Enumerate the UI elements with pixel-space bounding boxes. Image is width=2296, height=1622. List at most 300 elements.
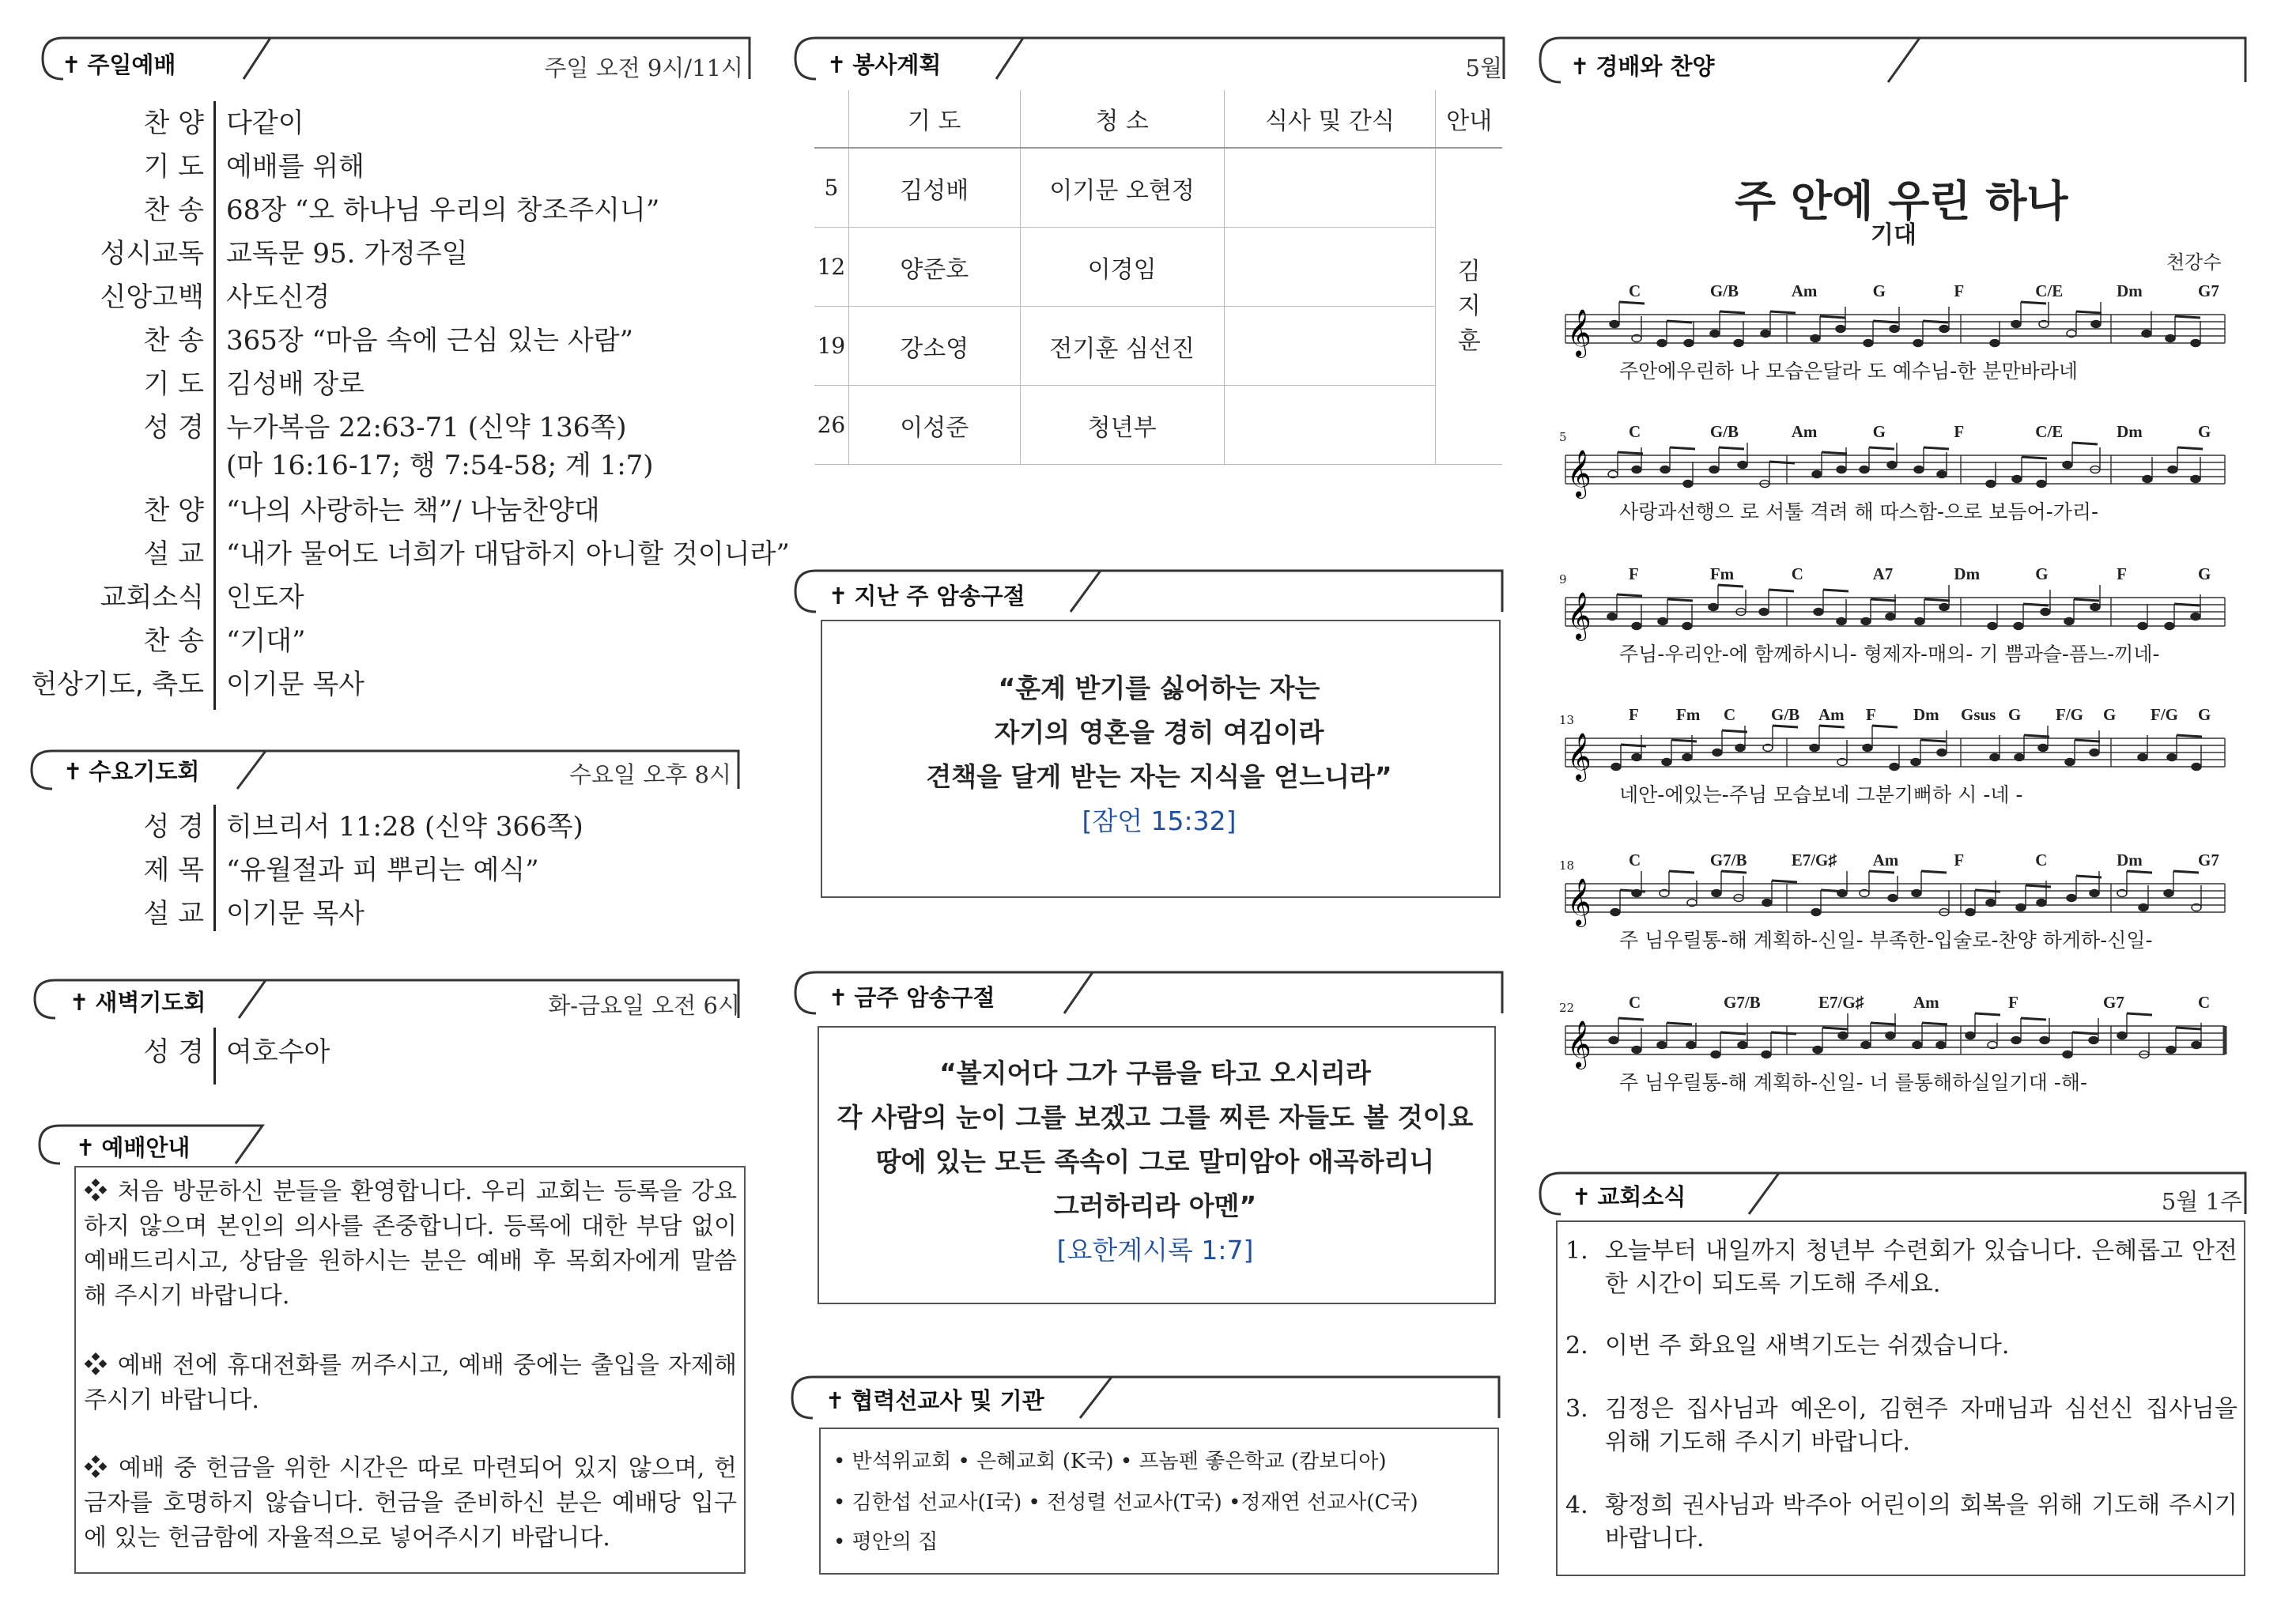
note-head [1915,618,1924,625]
note-head [2015,754,2024,761]
note-beam [2023,604,2049,605]
bar-number: 13 [1559,713,1575,727]
chord-label: E7/G♯ [1791,851,1837,869]
cleaning-cell: 이경임 [1020,228,1224,307]
note-head [2192,764,2201,771]
order-label-text: 찬 양 [143,108,204,139]
missions-line-1: • 반석위교회 • 은혜교회 (K국) • 프놈펜 좋은학교 (캄보디아) [833,1450,1387,1473]
note-beam [1921,871,1947,873]
note-beam [2174,604,2200,605]
note-head [1610,321,1619,328]
note-head [1939,326,1949,333]
order-label-text: 성 경 [143,1036,204,1068]
note-head [1762,1051,1771,1058]
note-head [1734,340,1743,347]
news-item-4: 황정희 권사님과 박주아 어린이의 회복을 위해 기도해 주시기 바랍니다. [1605,1492,2237,1552]
note-beam [2075,740,2100,741]
wednesday-divider [213,805,216,931]
note-beam [2076,876,2102,877]
order-value: 이기문 목사 [226,669,365,700]
note-head [1913,1042,1922,1049]
note-head [2168,466,2177,473]
header-usher: 안내 [1436,90,1502,148]
verse-line: 각 사람의 눈이 그를 보겠고 그를 찌른 자들도 볼 것이요 [836,1102,1474,1133]
note-head [1712,890,1721,897]
note-head [2143,476,2152,483]
note-beam [1871,599,1896,601]
note-head [1607,613,1617,621]
sunday-time: 주일 오전 9시/11시 [544,55,743,81]
note-head [1738,1042,1747,1049]
note-head [1966,1032,1975,1039]
note-beam [2177,735,2202,737]
note-head [1682,754,1692,761]
chord-label: Gsus [1961,705,1996,724]
note-beam [2177,447,2203,449]
verse-reference: [잠언 15:32] [1082,805,1237,836]
note-head [1686,1042,1696,1049]
chord-label: F [1954,281,1965,300]
note-beam [1822,452,1847,454]
note-beam [1871,1023,1896,1024]
service-table-header [814,90,1502,148]
note-head [1632,466,1641,473]
order-value: 누가복음 22:63-71 (신약 136쪽) [226,412,627,443]
chord-label: C/E [2035,422,2064,441]
note-head [1611,909,1620,916]
this-verse-text [819,1051,1491,1273]
chord-label: G [1872,422,1886,441]
note-beam [1975,1013,2000,1015]
lyric-line: 주 님우릴통-해 계획하-신일- 너 를통해하실일기대 -해- [1619,1071,2087,1094]
chord-label: Dm [1954,564,1981,583]
chord-label: F [2117,564,2127,583]
note-head [2139,904,2148,911]
chord-label: C/E [2035,281,2064,300]
note-head [1990,754,2000,761]
treble-clef-icon: 𝄞 [1567,450,1592,497]
news-num-3: 3. [1565,1395,1588,1423]
note-beam [1769,590,1794,591]
chord-label: Dm [2117,851,2143,869]
order-value: 사도신경 [226,281,330,313]
note-head [1988,623,1997,630]
note-head [1837,618,1846,625]
note-beam [1872,726,1898,727]
dawn-time: 화-금요일 오전 6시 [548,992,740,1019]
header-prayer: 기 도 [848,90,1020,148]
note-head [2191,340,2200,347]
chord-label: G [2198,422,2211,441]
note-head [1759,609,1769,616]
chord-label: F [1954,422,1965,441]
note-beam [1718,585,1743,587]
note-head [2090,749,2099,756]
chord-label: C [1629,993,1641,1012]
news-title: ✝ 교회소식 [1572,1183,1686,1210]
note-head [1812,471,1822,478]
note-head [1939,604,1949,611]
note-head [1836,326,1845,333]
order-value: “나의 사랑하는 책”/ 나눔찬양대 [226,495,600,526]
note-beam [1619,302,1645,304]
chord-label: F/G [2056,705,2083,724]
note-beam [1920,740,1946,741]
chord-label: G/B [1709,281,1739,300]
bar-number: 22 [1559,1001,1575,1015]
chord-label: C [1629,422,1641,441]
order-label-text: 신앙고백 [100,281,204,313]
note-head [1711,1051,1720,1058]
note-beam [1923,321,1948,323]
news-num-4: 4. [1565,1492,1588,1519]
note-head [1762,900,1772,907]
note-head [2041,609,2050,616]
lyric-line: 사랑과선행으 로 서툴 격려 해 따스함-으로 보듬어-가리- [1619,500,2099,523]
note-head [1838,1032,1848,1039]
song-composer: 천강수 [2166,251,2222,273]
chord-label: Am [1791,281,1818,300]
bar-number: 5 [1559,430,1567,444]
note-head [2038,745,2048,752]
note-beam [1773,726,1798,727]
chord-label: Dm [1913,705,1939,724]
order-label-text: 성 경 [143,811,204,843]
note-beam [1823,590,1849,591]
chord-label: C [1629,281,1641,300]
order-label-text: 성시교독 [100,238,204,270]
song-title: 주 안에 우린 하나 [1735,176,2068,226]
worship-title: ✝ 경배와 찬양 [1570,53,1715,80]
note-beam [2024,735,2049,737]
note-head [1966,909,1975,916]
note-head [1986,900,1996,907]
verse-line: 견책을 달게 받는 자는 지식을 얻느니라” [926,761,1392,792]
sheet-music [1550,277,2237,1115]
missions-line-2: • 김한섭 선교사(I국) • 전성렬 선교사(T국) •정재연 선교사(C국) [833,1491,1418,1514]
note-head [1887,462,1897,469]
note-head [1911,759,1920,766]
order-value: 인도자 [226,582,304,613]
note-head [1890,326,1899,333]
note-head [2040,1037,2049,1044]
note-beam [1671,740,1697,741]
note-head [1864,340,1873,347]
note-head [1913,340,1923,347]
note-beam [2175,316,2200,318]
meal-cell [1224,386,1436,465]
note-head [2064,618,2074,625]
note-beam [1667,599,1693,601]
note-beam [1719,447,1744,449]
guide-title: ✝ 예배안내 [76,1134,191,1161]
treble-clef-icon: 𝄞 [1567,1020,1592,1068]
chord-label: F [1629,564,1639,583]
chord-label: C [1629,851,1641,869]
note-beam [1721,871,1747,873]
note-head [2067,895,2076,902]
service-title: ✝ 봉사계획 [827,51,942,78]
lyric-line: 주님-우리안-에 함께하시니- 형제자-매의- 기 쁨과슬-픔느-끼네- [1619,643,2160,666]
note-head [1890,764,1899,771]
note-head [2166,335,2175,342]
note-beam [1769,462,1795,463]
note-beam [2173,871,2199,873]
note-head [1986,481,1996,488]
order-value: 다같이 [226,108,304,139]
note-beam [1670,447,1695,449]
verse-line: 그러하리라 아멘” [1053,1190,1257,1221]
chord-label: G7/B [1724,993,1761,1012]
note-head [1814,609,1823,616]
note-head [1990,340,2000,347]
order-value: 68장 “오 하나님 우리의 창조주시니” [226,194,660,226]
note-beam [1617,594,1642,596]
dawn-divider [213,1028,216,1084]
note-head [1632,754,1641,761]
note-beam [2176,1028,2201,1029]
order-label-text: 기 도 [143,368,204,400]
note-head [1937,471,1947,478]
note-head [2065,759,2075,766]
order-label-text: 헌상기도, 축도 [31,669,204,700]
order-label-text: 찬 양 [143,495,204,526]
note-beam [1722,730,1747,732]
note-beam [1772,881,1797,882]
chord-label: Am [1872,851,1899,869]
week-cell: 19 [814,307,848,386]
note-head [2117,1032,2127,1039]
chord-label: F/G [2151,705,2178,724]
order-label-text: 교회소식 [100,582,204,613]
treble-clef-icon: 𝄞 [1567,733,1592,780]
chord-label: C [1791,564,1803,583]
note-beam [1618,1018,1644,1020]
order-value: 여호수아 [226,1036,330,1068]
note-head [2016,904,2026,911]
chord-label: G7 [2103,993,2124,1012]
note-head [1861,1042,1871,1049]
table-row [814,386,1502,465]
note-head [1810,745,1819,752]
meal-cell [1224,148,1436,228]
order-label-text: 설 교 [143,538,204,570]
order-value: “내가 물어도 너희가 대답하지 아니할 것이니라” [226,538,790,570]
this-verse-title: ✝ 금주 암송구절 [829,984,995,1011]
chord-label: G7 [2198,281,2219,300]
service-month: 5월 [1465,55,1502,81]
note-head [1811,335,1820,342]
note-head [2091,321,2101,328]
note-head [2167,754,2177,761]
note-beam [2021,302,2046,304]
guide-para-1: ❖ 처음 방문하신 분들을 환영합니다. 우리 교회는 등록을 강요하지 않으며 본인의 의사를 존중합니다. 등록에 대한 부담 없이 예배드리시고, 상담을 원하시는 분은 예배 후 목회자에게 말씀해 주시기 바랍니다. [84,1178,737,1310]
note-head [1886,1032,1895,1039]
note-head [1632,623,1641,630]
guide-para-2: ❖ 예배 전에 휴대전화를 꺼주시고, 예배 중에는 출입을 자제해 주시기 바랍니다. [84,1352,737,1414]
note-beam [2127,871,2152,873]
note-head [1658,618,1667,625]
note-head [2011,1037,2021,1044]
note-head [1837,890,1847,897]
usher-name: 김 지 훈 [1457,257,1481,355]
note-beam [1667,1023,1692,1024]
note-head [1657,340,1667,347]
note-beam [2072,443,2098,444]
note-head [2192,1042,2201,1049]
note-head [1684,340,1694,347]
treble-clef-icon: 𝄞 [1567,592,1592,639]
note-beam [1873,321,1898,323]
note-head [1863,745,1872,752]
week-cell: 26 [814,386,848,465]
order-value: 이기문 목사 [226,898,365,930]
note-head [2089,1037,2098,1044]
note-beam [2127,1013,2152,1015]
chord-label: Fm [1676,705,1701,724]
verse-line: “훈계 받기를 싫어하는 자는 [998,673,1320,703]
guide-para-3: ❖ 예배 중 헌금을 위한 시간은 따로 마련되어 있지 않으며, 헌금자를 호명하지 않습니다. 헌금을 준비하신 분은 예배당 입구에 있는 헌금함에 자율적으로 넣어주시기 바랍니다. [84,1454,737,1552]
news-item-2: 이번 주 화요일 새벽기도는 쉬겠습니다. [1605,1332,2010,1360]
note-head [2138,754,2147,761]
note-beam [1819,726,1845,727]
treble-clef-icon: 𝄞 [1567,309,1592,356]
chord-label: G [2103,705,2117,724]
note-beam [1669,871,1694,873]
prayer-cell: 강소영 [848,307,1020,386]
order-label-text: 찬 송 [143,194,204,226]
order-value: 김성배 장로 [226,368,365,400]
note-head [2164,890,2173,897]
note-head [1886,613,1895,621]
sunday-title: ✝ 주일예배 [62,51,176,78]
order-label-text: 제 목 [143,854,204,886]
order-value: (마 16:16-17; 행 7:54-58; 계 1:7) [226,450,654,481]
note-beam [1771,1032,1796,1034]
note-head [1609,1037,1618,1044]
order-value: 히브리서 11:28 (신약 366쪽) [226,811,583,843]
note-head [1936,1042,1946,1049]
note-head [2011,321,2021,328]
header-meal: 식사 및 간식 [1224,90,1436,148]
lyric-line: 주안에우린하 나 모습은달라 도 예수님-한 분만바라네 [1619,360,2079,383]
news-num-1: 1. [1565,1237,1588,1265]
prayer-cell: 양준호 [848,228,1020,307]
bar-number: 18 [1559,858,1575,873]
news-item-1: 오늘부터 내일까지 청년부 수련회가 있습니다. 은혜롭고 안전한 시간이 되도록 기도해 주세요. [1605,1237,2237,1298]
order-value: “기대” [226,625,306,657]
note-head [1912,890,1921,897]
lyric-line: 네안-에있는-주님 모습보네 그분기뻐하 시 -네 - [1619,783,2023,806]
dawn-title: ✝ 새벽기도회 [70,989,206,1016]
note-beam [1820,316,1845,318]
note-head [2165,623,2174,630]
chord-label: Dm [2117,281,2143,300]
note-beam [2074,599,2099,601]
note-head [2037,481,2046,488]
chord-label: C [1724,705,1736,724]
note-head [2138,623,2147,630]
verse-line: 땅에 있는 모든 족속이 그로 말미암아 애곡하리니 [875,1146,1435,1177]
order-label-text: 찬 송 [143,625,204,657]
order-label-text: 찬 송 [143,325,204,356]
order-value: 예배를 위해 [226,151,365,183]
note-head [1660,466,1670,473]
chord-label: F [1954,851,1965,869]
note-head [1738,462,1747,469]
verse-reference: [요한계시록 1:7] [1056,1235,1254,1266]
note-head [1888,895,1898,902]
chord-label: Am [1913,993,1939,1012]
note-head [2037,900,2046,907]
note-head [1811,909,1821,916]
note-head [2191,613,2200,621]
chord-label: F [2008,993,2018,1012]
lyric-line: 주 님우릴통-해 계획하-신일- 부족한-입술로-찬양 하게하-신일- [1619,929,2153,952]
note-head [1813,1047,1822,1054]
order-value: 교독문 95. 가정주일 [226,238,468,270]
note-beam [1922,1023,1947,1024]
chord-label: G [2008,705,2022,724]
chord-label: F [1629,705,1639,724]
service-table [814,90,1502,465]
note-head [2014,623,2023,630]
chord-label: G7/B [1709,851,1747,869]
news-date: 5월 1주 [2161,1188,2242,1215]
cleaning-cell: 전기훈 심선진 [1020,307,1224,386]
note-head [2063,1051,2072,1058]
note-head [1937,749,1947,756]
chord-label: Dm [2117,422,2143,441]
note-beam [2022,457,2047,458]
news-num-2: 2. [1565,1332,1588,1360]
prayer-cell: 김성배 [848,148,1020,228]
chord-label: Am [1818,705,1845,724]
order-label-text: 성 경 [143,412,204,443]
note-head [1709,604,1718,611]
table-row [814,307,1502,386]
note-head [2191,476,2200,483]
chord-label: Am [1791,422,1818,441]
note-beam [1618,452,1643,454]
note-head [1632,1047,1641,1054]
missions-line-3: • 평안의 집 [833,1530,938,1554]
note-head [1709,466,1719,473]
note-head [1683,481,1693,488]
note-beam [2072,1032,2098,1034]
verse-line: “볼지어다 그가 구름을 타고 오시리라 [939,1058,1371,1088]
note-head [1682,623,1692,630]
order-value: “유월절과 피 뿌리는 예식” [226,854,539,886]
note-head [2012,476,2022,483]
note-head [1662,759,1671,766]
note-beam [1924,447,1949,449]
cleaning-cell: 청년부 [1020,386,1224,465]
verse-line: 자기의 영혼을 경히 여김이라 [994,717,1324,748]
table-row [814,228,1502,307]
note-head [1735,745,1745,752]
header-week [814,90,848,148]
note-head [1761,330,1770,338]
note-head [1710,330,1720,338]
note-head [1861,618,1871,625]
chord-label: G [2198,705,2211,724]
chord-label: G [1872,281,1886,300]
prayer-cell: 이성준 [848,386,1020,465]
chord-label: G [2198,564,2211,583]
sunday-divider [213,101,216,710]
note-head [1860,466,1869,473]
